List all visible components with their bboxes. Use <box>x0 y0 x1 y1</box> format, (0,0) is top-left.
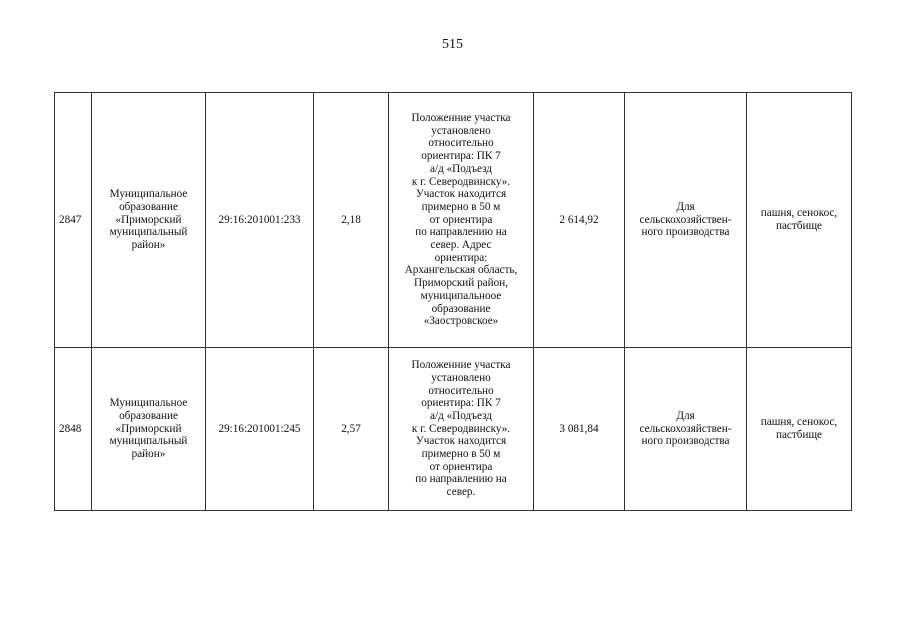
cadastral-number-cell <box>206 348 314 511</box>
location-line: от ориентира <box>429 213 493 226</box>
location-line: от ориентира <box>429 460 493 473</box>
location-line: ориентира: <box>434 251 488 264</box>
municipality-line: Муниципальное <box>109 397 188 410</box>
location-line: относительно <box>428 384 494 397</box>
row-number: 2847 <box>59 213 82 226</box>
location-line: ориентира: ПК 7 <box>421 150 501 163</box>
location-cell <box>389 93 534 348</box>
location-line: по направлению на <box>415 226 507 239</box>
land-parcels-table <box>54 92 852 511</box>
location-line: установлено <box>431 371 491 384</box>
land-use-line: пастбище <box>775 429 823 441</box>
value: 3 081,84 <box>559 422 599 435</box>
cadastral-number: 29:16:201001:233 <box>218 213 301 226</box>
category-line: ного производства <box>641 435 730 448</box>
category-line: сельскохозяйствен- <box>639 422 732 435</box>
category-line: Для <box>676 409 695 422</box>
area: 2,57 <box>341 422 361 435</box>
location-line: к г. Северодвинску». <box>411 175 511 188</box>
municipality-line: «Приморский <box>115 213 182 226</box>
location-line: север. Адрес <box>430 239 492 252</box>
cadastral-number-cell <box>206 93 314 348</box>
location-line: Положенние участка <box>411 112 511 125</box>
location-cell <box>389 348 534 511</box>
municipality-line: образование <box>119 200 178 213</box>
location-line: а/д «Подъезд <box>430 409 492 422</box>
location-line: по направлению на <box>415 473 507 486</box>
location-line: а/д «Подъезд <box>430 162 492 175</box>
location-line: «Заостровское» <box>423 315 499 328</box>
location-line: Участок находится <box>415 188 507 201</box>
location-line: примерно в 50 м <box>421 200 501 213</box>
table-row <box>55 93 852 348</box>
location-line: образование <box>431 302 491 315</box>
location-line: Участок находится <box>415 435 507 448</box>
page-number: 515 <box>442 37 463 52</box>
table-row <box>55 348 852 511</box>
municipality-line: район» <box>131 239 166 252</box>
location-line: муниципальноое <box>420 289 502 302</box>
location-line: относительно <box>428 137 494 150</box>
location-line: ориентира: ПК 7 <box>421 397 501 410</box>
row-number: 2848 <box>59 422 82 435</box>
row-number-cell <box>55 93 92 348</box>
category-cell <box>625 348 747 511</box>
municipality-line: муниципальный <box>109 226 188 239</box>
value-cell <box>534 93 625 348</box>
municipality-cell <box>92 93 206 348</box>
municipality-cell <box>92 348 206 511</box>
area-cell <box>314 93 389 348</box>
location-line: примерно в 50 м <box>421 448 501 461</box>
municipality-line: муниципальный <box>109 435 188 448</box>
category-cell <box>625 93 747 348</box>
location-line: Положенние участка <box>411 359 511 372</box>
municipality-line: район» <box>131 448 166 461</box>
location-line: север. <box>446 486 476 499</box>
area: 2,18 <box>341 213 361 226</box>
location-line: Приморский район, <box>413 277 509 290</box>
land-use-cell <box>747 348 852 511</box>
municipality-line: образование <box>119 409 178 422</box>
land-use-line: пашня, сенокос, <box>760 207 838 220</box>
cadastral-number: 29:16:201001:245 <box>218 422 301 435</box>
row-number-cell <box>55 348 92 511</box>
location-line: установлено <box>431 124 491 137</box>
municipality-line: «Приморский <box>115 422 182 435</box>
area-cell <box>314 348 389 511</box>
land-use-cell <box>747 93 852 348</box>
category-line: ного производства <box>641 226 730 239</box>
location-line: Архангельская область, <box>404 264 518 277</box>
municipality-line: Муниципальное <box>109 188 188 201</box>
value: 2 614,92 <box>559 213 599 226</box>
land-use-line: пастбище <box>775 220 823 232</box>
location-line: к г. Северодвинску». <box>411 422 511 435</box>
value-cell <box>534 348 625 511</box>
category-line: Для <box>676 200 695 213</box>
land-use-line: пашня, сенокос, <box>760 416 838 429</box>
category-line: сельскохозяйствен- <box>639 213 732 226</box>
